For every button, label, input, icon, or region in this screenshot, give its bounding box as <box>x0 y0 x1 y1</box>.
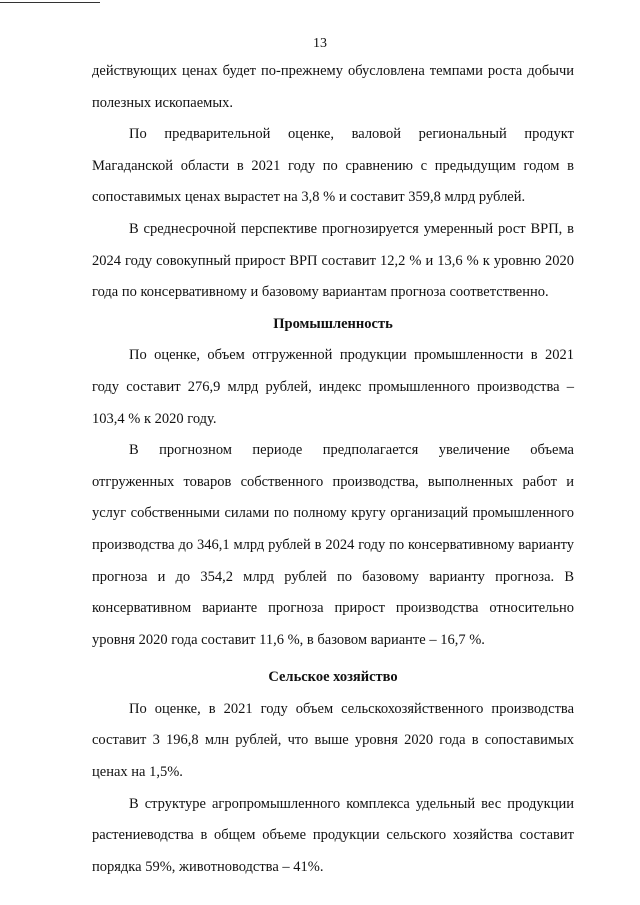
page-number: 13 <box>313 36 327 51</box>
top-rule <box>0 2 100 3</box>
paragraph-industry-forecast: В прогнозном периоде предполагается увеличение объема отгруженных товаров собственного производства, выполненных работ и услуг собственными силами по полному кругу организаций промышленного производства до 346,1 млрд рублей в 2024 году по консервативному варианту прогноза и до 354,2 млрд рублей по базовому варианту прогноза. В консервативном варианте прогноза прирост производства относительно уровня 2020 года составит 11,6 %, в базовом варианте – 16,7 %. <box>92 442 574 648</box>
paragraph-industry-estimate: По оценке, объем отгруженной продукции промышленности в 2021 году составит 276,9 млрд рублей, индекс промышленного производства – 103,4 % к 2020 году. <box>92 347 574 427</box>
paragraph-grp-estimate: По предварительной оценке, валовой региональный продукт Магаданской области в 2021 году по сравнению с предыдущим годом в сопоставимых ценах вырастет на 3,8 % и составит 359,8 млрд рублей. <box>92 126 574 206</box>
paragraph-grp-forecast: В среднесрочной перспективе прогнозируется умеренный рост ВРП, в 2024 году совокупный прирост ВРП составит 12,2 % и 13,6 % к уровню 2020 года по консервативному и базовому вариантам прогноза соответственно. <box>92 220 574 301</box>
section-heading-industry: Промышленность <box>273 315 393 332</box>
paragraph-continued: действующих ценах будет по-прежнему обусловлена темпами роста добычи полезных ископаемых. <box>92 63 574 111</box>
document-body <box>92 56 574 883</box>
section-heading-agriculture: Сельское хозяйство <box>268 669 398 686</box>
paragraph-agriculture-structure: В структуре агропромышленного комплекса удельный вес продукции растениеводства в общем объеме продукции сельского хозяйства составит порядка 59%, животноводства – 41%. <box>92 795 574 875</box>
paragraph-agriculture-estimate: По оценке, в 2021 году объем сельскохозяйственного производства составит 3 196,8 млн рублей, что выше уровня 2020 года в сопоставимых ценах на 1,5%. <box>92 700 574 781</box>
